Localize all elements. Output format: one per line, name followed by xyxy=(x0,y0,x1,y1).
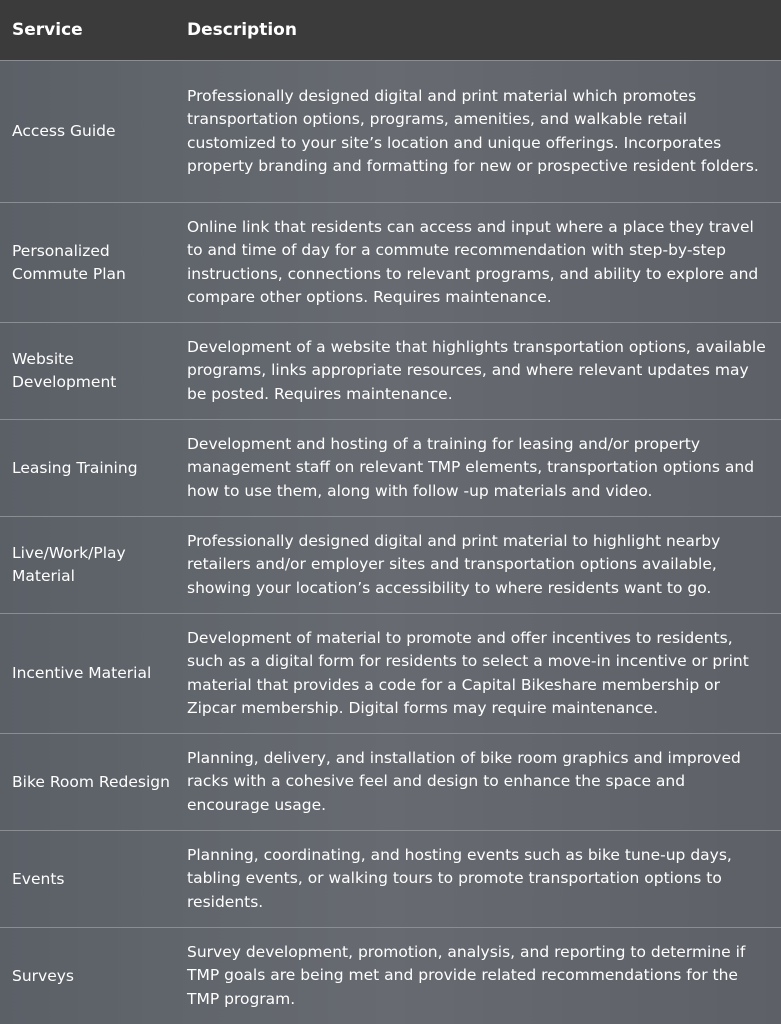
header-service-cell xyxy=(0,20,175,40)
header-description-label: Description xyxy=(187,20,297,40)
description-cell: Professionally designed digital and print material which promotes transportation options, programs, amenities, and walkable retail customized to your site’s location and unique offerings. Incorporates property branding and formatting for new or prospective resident folders. xyxy=(187,86,759,175)
header-description-cell xyxy=(175,20,781,40)
description-cell: Professionally designed digital and print material to highlight nearby retailers and/or employer sites and transportation options available, showing your location’s accessibility to where residents want to go. xyxy=(187,532,721,597)
service-cell: Leasing Training xyxy=(12,458,138,477)
description-cell: Planning, delivery, and installation of bike room graphics and improved racks with a cohesive feel and design to enhance the space and encourage usage. xyxy=(187,749,741,814)
service-cell: Access Guide xyxy=(12,122,116,140)
service-cell: Surveys xyxy=(12,966,74,985)
table-row xyxy=(0,516,781,613)
service-cell: Events xyxy=(12,869,65,888)
description-cell: Survey development, promotion, analysis, and reporting to determine if TMP goals are being met and provide related recommendations for the TMP program. xyxy=(187,943,746,1008)
description-cell: Development of material to promote and offer incentives to residents, such as a digital form for residents to select a move-in incentive or print material that provides a code for a Capital Bikeshare membership or Zipcar membership. Digital forms may require maintenance. xyxy=(187,628,749,717)
service-cell: Bike Room Redesign xyxy=(12,772,170,791)
table-row xyxy=(0,733,781,830)
table-row xyxy=(0,419,781,516)
service-cell: Live/Work/Play Material xyxy=(12,544,126,585)
service-cell: Website Development xyxy=(12,350,117,391)
table-row xyxy=(0,830,781,927)
table-row xyxy=(0,613,781,733)
service-cell: Personalized Commute Plan xyxy=(12,241,126,283)
header-service-label: Service xyxy=(12,20,83,40)
table-header xyxy=(0,0,781,60)
description-cell: Development and hosting of a training for leasing and/or property management staff on relevant TMP elements, transportation options and how to use them, along with follow -up materials and video. xyxy=(187,435,755,500)
table-row xyxy=(0,927,781,1024)
table-row xyxy=(0,202,781,322)
table-row xyxy=(0,322,781,419)
description-cell: Planning, coordinating, and hosting events such as bike tune-up days, tabling events, or walking tours to promote transportation options to residents. xyxy=(187,846,732,911)
description-cell: Development of a website that highlights transportation options, available programs, links appropriate resources, and where relevant updates may be posted. Requires maintenance. xyxy=(187,338,766,403)
table-row xyxy=(0,60,781,202)
description-cell: Online link that residents can access and input where a place they travel to and time of day for a commute recommendation with step-by-step instructions, connections to relevant programs, and ability to explore and compare other options. Requires maintenance. xyxy=(187,217,759,306)
service-cell: Incentive Material xyxy=(12,664,152,682)
